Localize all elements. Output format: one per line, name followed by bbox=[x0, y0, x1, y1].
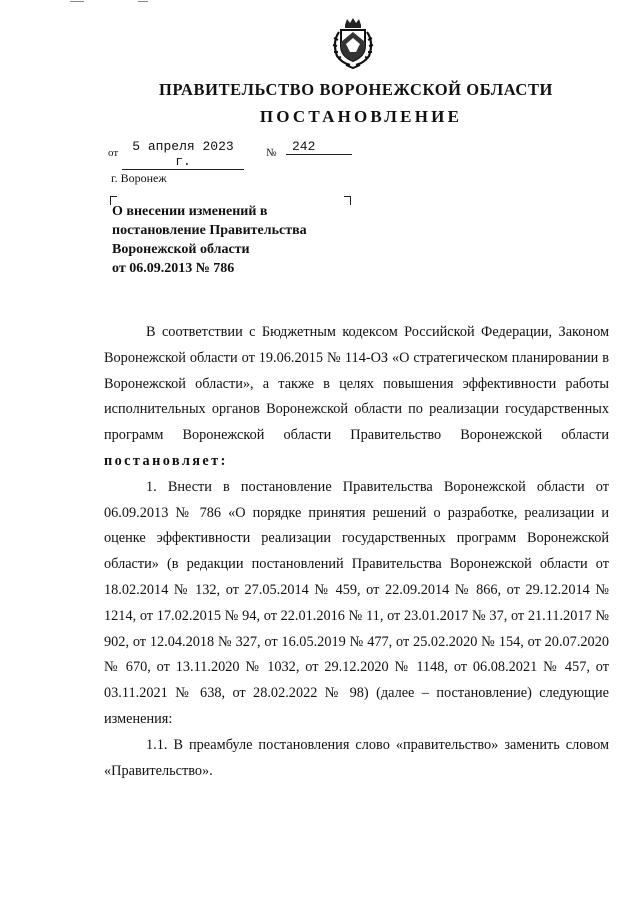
document-type: ПОСТАНОВЛЕНИЕ bbox=[259, 107, 463, 126]
date-number-line bbox=[108, 139, 368, 169]
number-sign: № bbox=[266, 147, 277, 159]
government-title: ПРАВИТЕЛЬСТВО ВОРОНЕЖСКОЙ ОБЛАСТИ bbox=[159, 80, 553, 99]
city-label: г. Воронеж bbox=[111, 171, 167, 185]
subject-line: постановление Правительства bbox=[112, 223, 307, 238]
document-subject bbox=[112, 202, 362, 278]
preamble-paragraph bbox=[104, 320, 609, 475]
subject-line: О внесении изменений в bbox=[112, 204, 268, 219]
item-1-paragraph: 1. Внести в постановление Правительства Воронежской области от 06.09.2013 № 786 «О порядке принятия решений о разработке, реализации и оценке эффективности реализации государственных программ Воронежской области» (в редакции постановлений Правительства Воронежской области от 18.02.2014 № 132, от 27.05.2014 № 459, от 22.09.2014 № 866, от 29.12.2014 № 1214, от 17.02.2015 № 94, от 22.01.2016 № 11, от 23.01.2017 № 37, от 21.11.2017 № 902, от 12.04.2018 № 327, от 16.05.2019 № 477, от 25.02.2020 № 154, от 20.07.2020 № 670, от 13.11.2020 № 1032, от 29.12.2020 № 1148, от 06.08.2021 № 457, от 03.11.2021 № 638, от 28.02.2022 № 98) (далее – постановление) следующие изменения: bbox=[104, 478, 609, 727]
scan-marks bbox=[70, 0, 170, 4]
coat-of-arms-icon bbox=[328, 16, 378, 70]
preamble-text: В соответствии с Бюджетным кодексом Российской Федерации, Законом Воронежской области от 19.06.2015 № 114-ОЗ «О стратегическом планировании в Воронежской области», а также в целях повышения эффективности работы исполнительных органов Воронежской области по реализации государственных программ Воронежской области Правительство Воронежской области bbox=[104, 324, 609, 444]
item-1-1-paragraph: 1.1. В преамбуле постановления слово «правительство» заменить словом «Правительство». bbox=[104, 736, 609, 779]
subject-line: от 06.09.2013 № 786 bbox=[112, 261, 235, 276]
document-body bbox=[104, 320, 609, 784]
document-date: 5 апреля 2023 г. bbox=[122, 139, 244, 170]
decree-word: постановляет: bbox=[104, 452, 228, 469]
date-prefix: от bbox=[108, 147, 119, 159]
document-number: 242 bbox=[286, 139, 352, 155]
subject-line: Воронежской области bbox=[112, 242, 250, 257]
